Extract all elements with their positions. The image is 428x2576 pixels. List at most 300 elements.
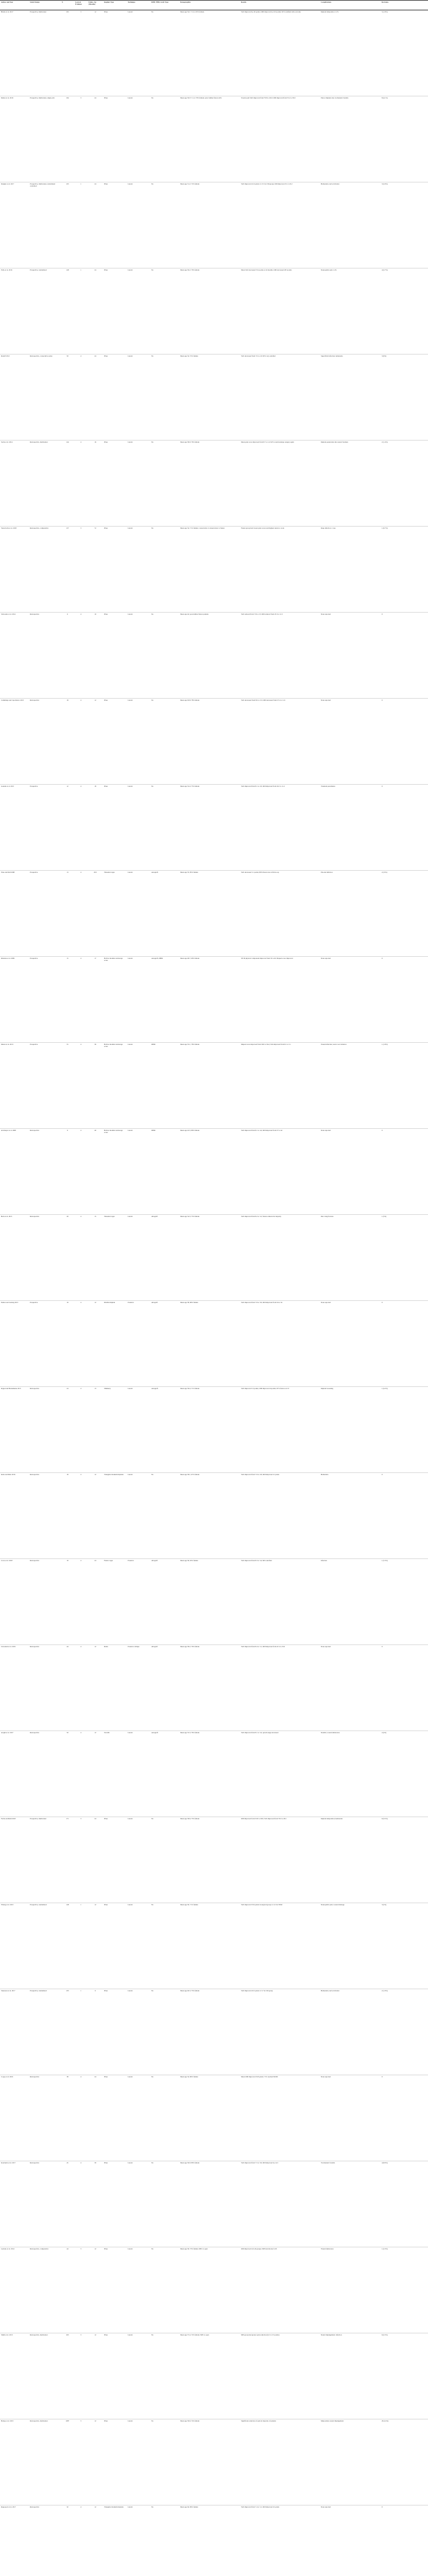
table-cell: 55 xyxy=(66,1043,69,1045)
table-cell: Hematoma xyxy=(321,1473,329,1476)
table-cell: ODI improved from 55.8 to 30.9; VAS improved from 79.3 to 28.1 xyxy=(241,1818,287,1820)
table-cell: 2 (15%) xyxy=(382,871,387,873)
table-cell: Dengler et al. 2017 xyxy=(1,183,14,185)
column-header: Implant Type xyxy=(103,1,127,10)
table-cell: Bindra et al. 2017 xyxy=(1,11,13,13)
table-cell: 1 (0.7%) xyxy=(382,527,388,529)
table-cell: 1 (4.2%) xyxy=(382,1387,388,1389)
table-cell: iFuse xyxy=(104,1990,108,1992)
table-row xyxy=(0,182,428,268)
table-cell: iFuse xyxy=(104,699,108,701)
table-cell: Implant loosening xyxy=(321,1387,333,1389)
table-cell: Retrospective, consecutive series xyxy=(30,355,53,357)
table-cell: Mean age 54; 71% female; conservative vs denervation vs fusion xyxy=(180,527,225,529)
table-cell: No xyxy=(151,785,154,787)
table-cell: Whang et al. 2015 xyxy=(1,1904,14,1906)
table-cell: Lateral xyxy=(128,1129,133,1131)
table-cell: Sachs et al. 2014 xyxy=(1,441,13,443)
table-cell: 1 xyxy=(80,1990,81,1992)
table-cell: Lateral xyxy=(128,2420,133,2422)
table-cell: Infection xyxy=(321,1560,327,1562)
table-row xyxy=(0,2247,428,2333)
table-cell: 18 xyxy=(66,1473,69,1476)
table-row xyxy=(0,1215,428,1301)
table-cell: 13 xyxy=(66,871,69,873)
table-cell: Lateral xyxy=(128,613,133,615)
table-cell: 1 xyxy=(80,183,81,185)
table-cell: Allograft xyxy=(151,1560,158,1562)
table-cell: Retrospective xyxy=(30,2506,40,2508)
table-cell: 137 xyxy=(66,527,69,529)
column-header: Study Design xyxy=(29,1,61,10)
table-cell: Rappoport et al. 2017 xyxy=(1,2506,16,2508)
column-header: Demographics xyxy=(179,1,240,10)
table-cell: Lateral xyxy=(128,269,133,271)
table-cell: Lateral xyxy=(128,2334,133,2336)
table-cell: 6 xyxy=(95,1990,96,1992)
table-cell: Mean age 49.3; 73% female xyxy=(180,1990,200,1992)
table-cell: Lateral xyxy=(128,1215,133,1217)
table-cell: 0 xyxy=(382,613,383,615)
table-cell: No xyxy=(151,97,154,99)
table-cell: Significant reduction of pain in majority of patients xyxy=(241,2420,276,2422)
table-cell: Lateral xyxy=(128,2506,133,2508)
table-cell: Cleveland et al. 2019 xyxy=(1,1646,16,1648)
table-cell: Prospective xyxy=(30,957,38,959)
table-cell: 12 xyxy=(94,1646,96,1648)
table-row xyxy=(0,1301,428,1387)
table-cell: 15 xyxy=(66,957,69,959)
table-cell: Mason et al. 2013 xyxy=(1,1043,13,1045)
table-cell: 29.5 xyxy=(94,871,97,873)
table-cell: Mean age 56; 63% female xyxy=(180,1560,198,1562)
table-cell: Lateral xyxy=(128,1473,133,1476)
table-cell: SI joint pain VAS improved from 79.8 to 26.0; ODI improved from 55.2 to 30.9 xyxy=(241,97,296,99)
table-cell: 19 xyxy=(66,1560,69,1562)
table-cell: VAS improved from 8.1 to 4.4; ODI improved from 57 to 44 xyxy=(241,1129,283,1131)
table-cell: Prospective, multicenter, single-arm xyxy=(30,97,55,99)
table-cell: Endres and Ludwig 2013 xyxy=(1,1301,19,1303)
table-row xyxy=(0,1043,428,1129)
table-cell: Retrospective, multicenter xyxy=(30,2334,48,2336)
table-cell: 2 (1.9%) xyxy=(382,1990,388,1992)
table-cell: Cummings and Capobianco 2013 xyxy=(1,699,24,701)
table-cell: No xyxy=(151,1904,154,1906)
table-cell: iFuse xyxy=(104,269,108,271)
table-cell: 4 (8.9%) xyxy=(382,2162,388,2164)
table-cell: 3 xyxy=(80,2334,81,2336)
table-cell: 4 xyxy=(80,871,81,873)
table-cell: 4 xyxy=(80,957,81,959)
column-header: Technique xyxy=(127,1,150,10)
table-cell: 24 xyxy=(94,269,96,271)
table-cell: Retrospective, multicenter xyxy=(30,441,48,443)
table-cell: VAS reduced from 7.8 to 2.3; ODI reduced from 23.3 to 12.3 xyxy=(241,613,283,615)
table-cell: Lateral xyxy=(128,2248,133,2250)
table-cell: 12 xyxy=(94,1473,96,1476)
table-cell: Deep infection 1 case xyxy=(321,527,336,529)
table-cell: VAS decreased from 7.6 to 2.0; 82% very satisfied xyxy=(241,355,276,357)
table-cell: 3 xyxy=(80,2420,81,2422)
table-cell: 0 xyxy=(382,2506,383,2508)
table-cell: Lateral xyxy=(128,1387,133,1389)
table-cell: Hollow modular anchorage screw xyxy=(104,957,123,962)
table-cell: No xyxy=(151,2248,154,2250)
table-cell: Mean age 54; 72% female xyxy=(180,355,198,357)
table-cell: iFuse xyxy=(104,2420,108,2422)
table-cell: 12 xyxy=(94,1301,96,1303)
table-row xyxy=(0,96,428,182)
table-cell: 26 (2.4%) xyxy=(382,2420,389,2422)
table-cell: Fusion group had lowest pain scores and highest return to work xyxy=(241,527,284,529)
table-cell: Lateral xyxy=(128,183,133,185)
table-cell: No xyxy=(151,2420,154,2422)
table-cell: Prospective, multicenter xyxy=(30,1818,47,1820)
table-cell: VAS improved by 40 points; ODI improved by 22.6 points; 92% satisfied with outcome xyxy=(241,11,301,13)
table-cell: Allograft xyxy=(151,1646,158,1648)
table-cell: Retrospective xyxy=(30,1473,40,1476)
table-row xyxy=(0,2419,428,2505)
table-cell: Prospective, randomized xyxy=(30,1904,47,1906)
table-cell: 72 xyxy=(94,527,96,529)
table-cell: Prospective, randomized xyxy=(30,1990,47,1992)
table-cell: No xyxy=(151,441,154,443)
table-cell: Pin-site infection xyxy=(321,871,333,873)
table-cell: 148 xyxy=(66,1904,69,1906)
table-cell: Mean age 44; post-lumbar fusion patients xyxy=(180,613,209,615)
table-cell: 165 xyxy=(66,11,69,13)
table-cell: Lateral xyxy=(128,1904,133,1906)
table-cell: 4 xyxy=(80,1387,81,1389)
table-row xyxy=(0,1129,428,1215)
table-cell: 4 xyxy=(80,785,81,787)
table-cell: 0 xyxy=(382,1129,383,1131)
table-cell: 1 xyxy=(80,1904,81,1906)
table-cell: SI-LOK xyxy=(104,1732,110,1734)
table-cell: Autograft xyxy=(151,1732,158,1734)
table-cell: VAS improved from 7.5 to 3.9; ODI improved by 14.3 xyxy=(241,2162,278,2164)
table-cell: 0 xyxy=(382,1301,383,1303)
table-cell: Prospective xyxy=(30,1043,38,1045)
table-cell: Heiney et al. 2015 xyxy=(1,2420,14,2422)
table-cell: 32 xyxy=(66,2506,69,2508)
table-cell: 4 xyxy=(80,1732,81,1734)
table-cell: Implant malposition; hematoma xyxy=(321,1818,343,1820)
table-row xyxy=(0,785,428,871)
table-cell: 171 xyxy=(66,1818,69,1820)
table-cell: 4 xyxy=(80,2506,81,2508)
table-cell: Mean age 54.3; 75% female xyxy=(180,1215,200,1217)
table-cell: Rialto xyxy=(104,1646,109,1648)
table-cell: 24 xyxy=(66,1387,69,1389)
table-cell: Neuropathic pain; wound drainage xyxy=(321,1904,345,1906)
table-cell: 12 xyxy=(94,2420,96,2422)
table-cell: 6 xyxy=(67,613,68,615)
table-cell: 50 xyxy=(66,355,69,357)
table-cell: No xyxy=(151,699,154,701)
table-cell: Mean age 58.9; 76% female xyxy=(180,441,200,443)
table-cell: Wound infection; nerve root irritation xyxy=(321,1043,347,1045)
table-cell: Mean age 51.2; 72% female xyxy=(180,183,200,185)
table-cell: Triangular titanium implants xyxy=(104,1473,124,1476)
table-cell: Retrospective xyxy=(30,1732,40,1734)
table-cell: Wound dehiscence xyxy=(321,2248,334,2250)
table-row xyxy=(0,440,428,527)
table-cell: 30 xyxy=(94,2162,96,2164)
table-cell: iFuse xyxy=(104,2334,108,2336)
table-cell: Lateral xyxy=(128,11,133,13)
table-cell: 12 xyxy=(94,11,96,13)
table-cell: 4 xyxy=(80,699,81,701)
table-row xyxy=(0,1817,428,1903)
table-cell: Lateral xyxy=(128,785,133,787)
table-cell: Autograft xyxy=(151,871,158,873)
table-cell: Mean age 63.8; 78% female xyxy=(180,699,200,701)
table-cell: Lateral xyxy=(128,699,133,701)
table-cell: Lateral xyxy=(128,957,133,959)
table-cell: 3 xyxy=(80,2248,81,2250)
table-cell: Schroeder et al. 2014 xyxy=(1,613,16,615)
table-cell: No xyxy=(151,2076,154,2078)
table-cell: 40 xyxy=(94,1129,96,1131)
table-cell: VAS decreased 5.1 points; 89% fusion rate at follow-up xyxy=(241,871,279,873)
table-cell: Retrospective xyxy=(30,699,40,701)
table-cell: 4 xyxy=(80,1473,81,1476)
table-cell: 103 xyxy=(66,1990,69,1992)
table-cell: Mean age 43.5; 89% female xyxy=(180,1129,200,1131)
table-cell: Kancherla et al. 2017 xyxy=(1,2162,16,2164)
table-cell: Neuritis; wound dehiscence xyxy=(321,1732,340,1734)
table-cell: 4 xyxy=(80,1646,81,1648)
table-cell: 103 xyxy=(66,183,69,185)
table-cell: 20 xyxy=(66,1215,69,1217)
table-cell: VAS improved from 7.4 to 3.1; ODI improved 22 points xyxy=(241,2506,280,2508)
table-cell: Triangular titanium implants xyxy=(104,2506,124,2508)
table-row xyxy=(0,871,428,957)
table-cell: 3 xyxy=(80,1818,81,1820)
table-cell: No xyxy=(151,11,154,13)
table-cell: 4 xyxy=(80,1215,81,1217)
table-cell: VAS improved from 8.1 to 2.6; ODI improved from 34.5 to 11.2 xyxy=(241,785,285,787)
table-cell: Implant malposition 1.2% xyxy=(321,11,339,13)
table-cell: None reported xyxy=(321,1646,331,1648)
table-cell: Mean age 55; 85% female xyxy=(180,871,198,873)
table-cell: VAS improved from 8.2 to 3.2; fusion achieved in majority xyxy=(241,1215,282,1217)
table-cell: 1 (1.8%) xyxy=(382,1043,388,1045)
table-row xyxy=(0,2333,428,2419)
table-cell: Mean age 59.4; 71% female xyxy=(180,1387,200,1389)
table-cell: No xyxy=(151,527,154,529)
table-cell: Prospective xyxy=(30,785,38,787)
table-cell: None reported xyxy=(321,957,331,959)
table-cell: Threaded cages xyxy=(104,871,115,873)
table-cell: Implant penetration into neural foramen xyxy=(321,441,348,443)
table-cell: Mean age 55.3; 76% female xyxy=(180,1732,200,1734)
table-cell: Araghi et al. 2017 xyxy=(1,1732,13,1734)
table-cell: Prospective xyxy=(30,1301,38,1303)
table-cell: 0 xyxy=(382,785,383,787)
table-cell: 2 (4%) xyxy=(382,1732,387,1734)
table-cell: iFuse xyxy=(104,527,108,529)
table-cell: Mean age 50; 71% female xyxy=(180,1904,198,1906)
table-cell: Khurana et al. 2009 xyxy=(1,957,14,959)
table-cell: 3 xyxy=(80,11,81,13)
table-cell: VAS improved from 8.3 to 3.4; 84% satisfied xyxy=(241,1560,272,1562)
table-cell: 148 xyxy=(66,269,69,271)
table-cell: Mean age 56.9; 80% female xyxy=(180,2162,200,2164)
table-cell: 0 xyxy=(382,1473,383,1476)
table-cell: 3 (6%) xyxy=(382,355,387,357)
table-row xyxy=(0,1387,428,1473)
table-row xyxy=(0,2161,428,2247)
table-cell: 4 xyxy=(80,1129,81,1131)
table-cell: Cross et al. 2018 xyxy=(1,1560,13,1562)
table-cell: iFuse xyxy=(104,183,108,185)
table-cell: 4 xyxy=(80,441,81,443)
table-cell: Mean age 52.4; 75% female xyxy=(180,785,200,787)
table-cell: 15 xyxy=(94,1215,96,1217)
table-cell: 3 (1.8%) xyxy=(382,11,388,13)
table-cell: Threaded cages xyxy=(104,1215,115,1217)
table-row xyxy=(0,2075,428,2161)
table-cell: No xyxy=(151,1990,154,1992)
table-cell: Trochanteric bursitis xyxy=(321,2162,335,2164)
table-row xyxy=(0,1903,428,1989)
table-cell: 4 xyxy=(80,1560,81,1562)
table-cell: Pain at implant site; trochanteric bursitis xyxy=(321,97,349,99)
table-cell: 1 (5.3%) xyxy=(382,1560,388,1562)
table-cell: 4 xyxy=(80,1301,81,1303)
table-cell: iFuse xyxy=(104,441,108,443)
table-cell: 12 xyxy=(94,2334,96,2336)
table-cell: Lateral xyxy=(128,527,133,529)
column-header: Revisions xyxy=(381,1,428,10)
table-cell: Neuropathic pain 1.4% xyxy=(321,269,337,271)
table-cell: None reported xyxy=(321,613,331,615)
table-cell: 18 xyxy=(94,785,96,787)
table-row xyxy=(0,354,428,440)
table-row xyxy=(0,1473,428,1559)
table-cell: No xyxy=(151,355,154,357)
table-cell: 144 xyxy=(66,441,69,443)
table-cell: 194 xyxy=(66,97,69,99)
table-cell: Mean VAS decreased 55.4 points at 24 months; ODI decreased 28.3 points xyxy=(241,269,292,271)
table-cell: Hollow modular anchorage screw xyxy=(104,1129,123,1134)
table-cell: Autograft, DBM xyxy=(151,957,163,959)
table-cell: 24 xyxy=(94,97,96,99)
table-cell: 4 xyxy=(80,2076,81,2078)
table-row xyxy=(0,527,428,613)
table-cell: Lateral xyxy=(128,1990,133,1992)
table-cell: Copay et al. 2016 xyxy=(1,2076,13,2078)
table-cell: Allograft xyxy=(151,1215,158,1217)
table-cell: Lateral xyxy=(128,1818,133,1820)
table-row xyxy=(0,1731,428,1817)
table-cell: Mean age 48.7; 60% female xyxy=(180,957,200,959)
table-cell: Lateral xyxy=(128,97,133,99)
table-cell: No xyxy=(151,613,154,615)
table-cell: Lateral xyxy=(128,2076,133,2078)
table-cell: 44 xyxy=(66,2248,69,2250)
table-cell: Hollow modular anchorage screw xyxy=(104,1043,123,1048)
table-cell: Autograft xyxy=(151,1387,158,1389)
table-cell: iFuse xyxy=(104,11,108,13)
table-cell: 12 xyxy=(66,785,69,787)
table-row xyxy=(0,1645,428,1731)
table-cell: Mean age 58.2; 70% female xyxy=(180,1646,200,1648)
table-cell: SF-36 physical component improved from 33 to 62; Majeed score improved xyxy=(241,957,293,959)
table-cell: Retrospective xyxy=(30,613,40,615)
table-row xyxy=(0,2505,428,2576)
table-cell: 3 (2%) xyxy=(382,1904,387,1906)
table-cell: Lateral xyxy=(128,441,133,443)
table-cell: iFuse xyxy=(104,785,108,787)
table-cell: Allograft xyxy=(151,1301,158,1303)
table-cell: 0 xyxy=(382,957,383,959)
table-cell: Lateral xyxy=(128,2162,133,2164)
table-cell: Fusion cages xyxy=(104,1560,113,1562)
table-cell: Lateral xyxy=(128,1043,133,1045)
table-cell: 3 (2.9%) xyxy=(382,183,388,185)
table-cell: 24 xyxy=(94,2076,96,2078)
table-cell: Retrospective xyxy=(30,1560,40,1562)
table-cell: Gaetani et al. 2013 xyxy=(1,785,14,787)
table-cell: 0 xyxy=(382,699,383,701)
table-cell: Lateral xyxy=(128,871,133,873)
table-cell: 36 xyxy=(94,1043,96,1045)
table-cell: Malposition; neural impingement xyxy=(321,2420,344,2422)
table-cell: 12 xyxy=(94,2248,96,2250)
table-cell: Vanaclocha et al. 2018 xyxy=(1,527,16,529)
table-cell: 0 xyxy=(382,1646,383,1648)
table-cell: 12 xyxy=(94,699,96,701)
table-cell: Retrospective xyxy=(30,1215,40,1217)
table-cell: VAS improved from 7.9 to 2.8; ODI improved 21 points xyxy=(241,1473,280,1476)
table-cell: 12 xyxy=(94,1732,96,1734)
column-header: Complications xyxy=(320,1,381,10)
table-cell: Retrospective xyxy=(30,1387,40,1389)
table-cell: 4 xyxy=(80,355,81,357)
table-cell: ODI improved in both groups; MIS had shorter LOS xyxy=(241,2248,277,2250)
table-cell: Smith et al. 2013 xyxy=(1,2334,13,2336)
table-cell: 45 xyxy=(66,2162,69,2164)
table-cell: 4 xyxy=(80,1043,81,1045)
table-cell: VAS decreased from 8.9 to 3.3; ODI decreased from 27.2 to 11.6 xyxy=(241,699,285,701)
table-cell: 18 xyxy=(66,699,69,701)
table-cell: Mean age 56; 73% female; MIS vs open xyxy=(180,2248,208,2250)
column-header: Level of Evidence xyxy=(74,1,88,10)
table-cell: 4 xyxy=(80,2162,81,2164)
table-cell: 3 xyxy=(80,97,81,99)
table-cell: Sturesson et al. 2017 xyxy=(1,1990,15,1992)
table-cell: None reported xyxy=(321,2076,331,2078)
table-cell: DBM xyxy=(151,1129,156,1131)
table-cell: No xyxy=(151,269,154,271)
column-header: Results xyxy=(240,1,320,10)
table-cell: 9 xyxy=(67,1129,68,1131)
table-cell: Superficial infection; hematoma xyxy=(321,355,343,357)
table-cell: 1 xyxy=(80,269,81,271)
table-cell: SImmetry xyxy=(104,1387,111,1389)
table-cell: Polly et al. 2016 xyxy=(1,269,12,271)
table-cell: iFuse xyxy=(104,1818,108,1820)
table-cell: Retrospective, comparative xyxy=(30,527,49,529)
table-cell: MIS group had greater pain reduction (6.2 vs 3.3 points) xyxy=(241,2334,280,2336)
table-cell: Mean age 58; 68% female xyxy=(180,1301,198,1303)
table-cell: Retrospective xyxy=(30,2076,40,2078)
table-row xyxy=(0,10,428,96)
table-cell: Beck et al. 2015 xyxy=(1,1215,12,1217)
